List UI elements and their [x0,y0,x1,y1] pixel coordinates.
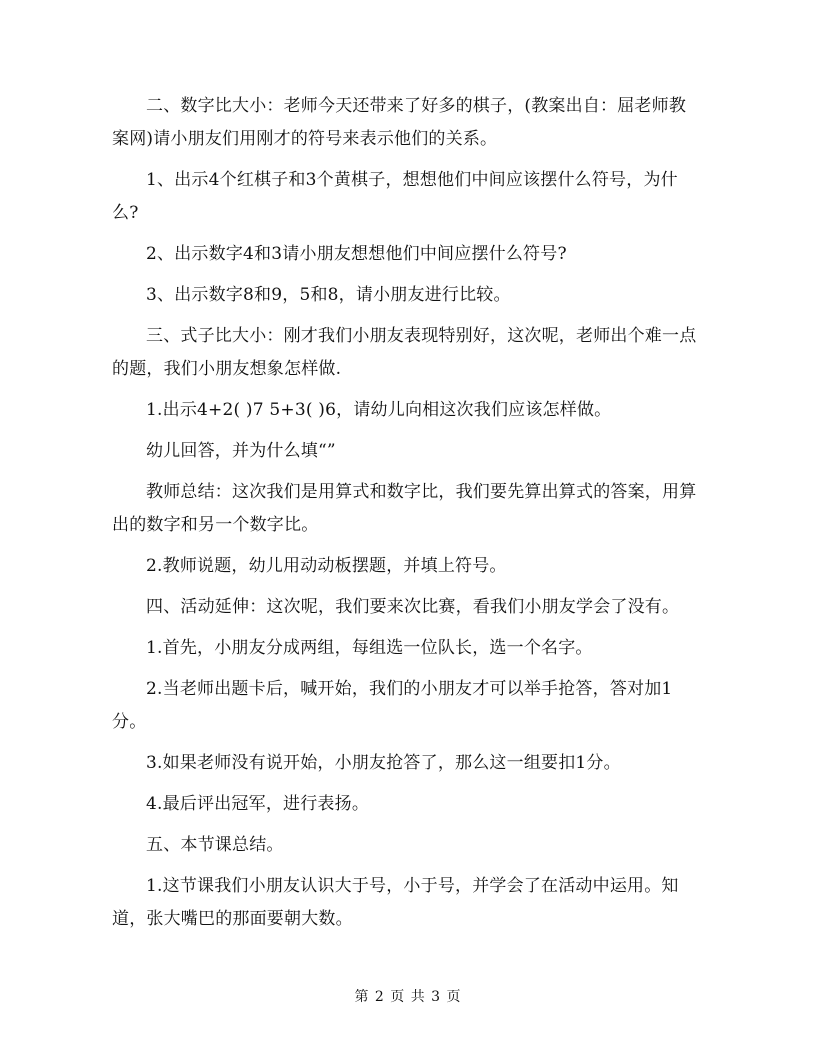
paragraph: 1.出示4+2( )7 5+3( )6，请幼儿向相这次我们应该怎样做。 [146,400,612,420]
paragraph: 教师总结：这次我们是用算式和数字比，我们要先算出算式的答案，用算出的数字和另一个数字比。 [112,482,697,535]
paragraph: 3、出示数字8和9，5和8，请小朋友进行比较。 [146,285,511,305]
paragraph: 幼儿回答，并为什么填“” [146,441,336,461]
page-number-footer: 第 2 页 共 3 页 [354,989,462,1005]
paragraph: 四、活动延伸：这次呢，我们要来次比赛，看我们小朋友学会了没有。 [146,597,680,617]
paragraph: 2、出示数字4和3请小朋友想想他们中间应摆什么符号? [146,244,567,264]
paragraph: 3.如果老师没有说开始，小朋友抢答了，那么这一组要扣1分。 [146,753,621,773]
paragraph: 2.教师说题，幼儿用动动板摆题，并填上符号。 [146,556,507,576]
paragraph: 1.首先，小朋友分成两组，每组选一位队长，选一个名字。 [146,638,593,658]
paragraph: 4.最后评出冠军，进行表扬。 [146,794,370,814]
paragraph: 二、数字比大小：老师今天还带来了好多的棋子，(教案出自：屈老师教案网)请小朋友们用刚才的符号来表示他们的关系。 [112,96,687,149]
paragraph: 2.当老师出题卡后，喊开始，我们的小朋友才可以举手抢答，答对加1分。 [112,679,673,732]
paragraph: 五、本节课总结。 [146,835,284,855]
paragraph: 1、出示4个红棋子和3个黄棋子，想想他们中间应该摆什么符号，为什么? [112,170,678,223]
paragraph: 三、式子比大小：刚才我们小朋友表现特别好，这次呢，老师出个难一点的题，我们小朋友想象怎样做. [112,326,697,379]
document-body [112,90,698,944]
paragraph: 1.这节课我们小朋友认识大于号，小于号，并学会了在活动中运用。知道，张大嘴巴的那面要朝大数。 [112,876,679,929]
